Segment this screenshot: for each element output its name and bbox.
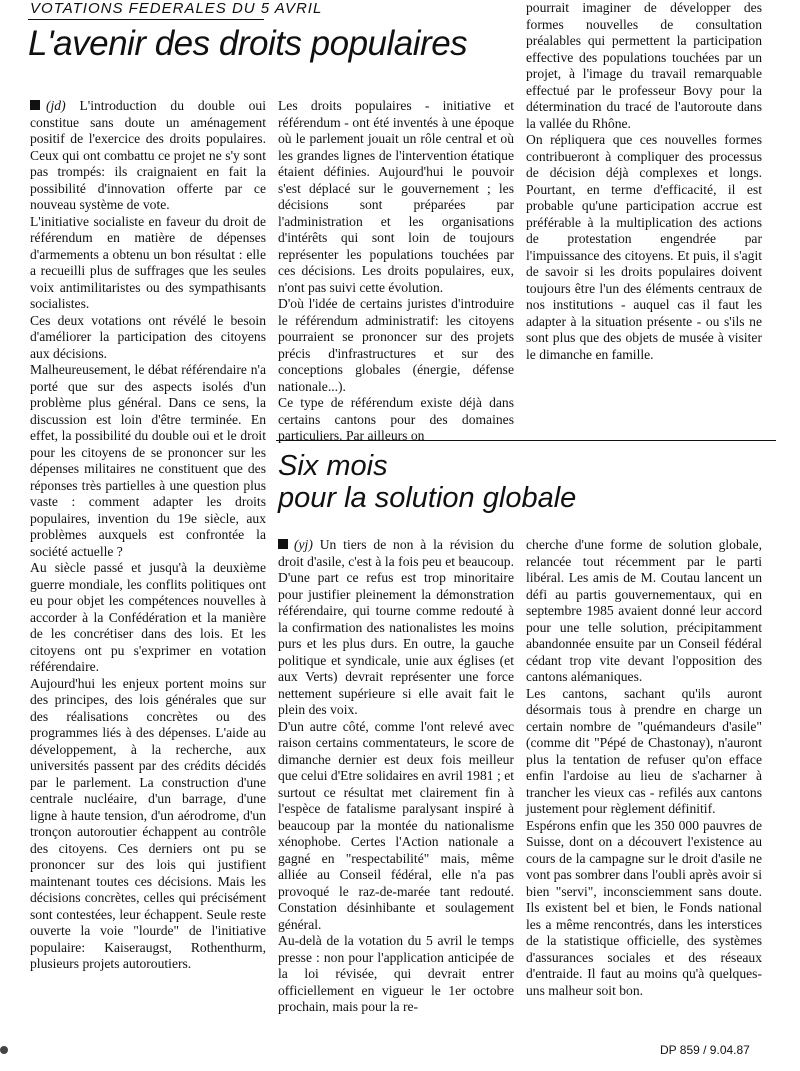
bullet-icon [30, 100, 40, 110]
article2-column-2 [526, 537, 762, 999]
paragraph: pourrait imaginer de développer des formes nouvelles de consultation préalables qui permettent la participation effective des populations touchées par un projet, à l'image du travail remarquable effectué par le professeur Bovy pour la détermination du tracé de l'autoroute dans la vallée du Rhône. [526, 0, 762, 131]
paragraph: Aujourd'hui les enjeux portent moins sur des principes, des lois générales que sur des réalisations concrètes ou des programmes liés à des dépenses. L'aide au développement, à la recherche, aux universités passent par des crédits décidés par le parlement. La construction d'une centrale nucléaire, d'un barrage, d'une ligne à haute tension, d'un aérodrome, d'un tronçon autoroutier échappent au contrôle des citoyens. Ces derniers ont pu se prononcer sur des lois qui justifient maintenant toutes ces décisions. Mais les décisions concrètes, celles qui précisément sont contestées, leur échappent. Seule reste ouverte la voie "lourde" de l'initiative populaire: Kaiseraugst, Rothenthurm, plusieurs projets autoroutiers. [30, 675, 266, 971]
paragraph: cherche d'une forme de solution globale, relancée tout récemment par le parti libéral. Les amis de M. Coutau lancent un défi au partis gouvernementaux, qui en septembre 1985 avaient donné leur accord pour une telle solution, précipitamment abandonnée ensuite par un Conseil fédéral cédant trop vite devant l'opposition des cantons alémaniques. [526, 537, 762, 684]
article1-title: L'avenir des droits populaires [28, 24, 468, 63]
article2-title-rule [276, 440, 776, 441]
article1-column-3 [526, 0, 762, 363]
paragraph: Malheureusement, le débat référendaire n'a porté que sur des aspects isolés d'un problème plus général. Dans ce sens, la discussion est loin d'être terminée. En effet, la possibilité du double oui et le droit pour les citoyens de se prononcer sur les dépenses militaires ne constituent que des réponses très partielles à une question plus vaste : comment adapter les droits populaires, invention du 19e siècle, aux problèmes auxquels est confrontée la société actuelle ? [30, 362, 266, 559]
paragraph: Ces deux votations ont révélé le besoin d'améliorer la participation des citoyens aux décisions. [30, 312, 266, 361]
article1-kicker: VOTATIONS FEDERALES DU 5 AVRIL [30, 0, 323, 17]
paragraph: Au-delà de la votation du 5 avril le temps presse : non pour l'application anticipée de la loi révisée, qui devrait entrer officiellement en vigueur le 1er octobre prochain, mais pour la re- [278, 933, 514, 1014]
paragraph: D'un autre côté, comme l'ont relevé avec raison certains commentateurs, le score de dimanche dernier est deux fois meilleur que celui d'Etre solidaires en avril 1981 ; et surtout ce résultat met clairement fin à l'espèce de fatalisme paralysant inspiré à beaucoup par la montée du nationalisme xénophobe. Certes l'Action nationale a gagné en "respectabilité" mais, même alliée au Conseil fédéral, elle n'a pas provoqué le raz-de-marée tant redouté. Constation désinhibante et soulagement général. [278, 718, 514, 932]
article1-column-2 [278, 98, 514, 445]
paragraph [30, 98, 266, 214]
paragraph: Espérons enfin que les 350 000 pauvres de Suisse, dont on a découvert l'existence au cours de la campagne sur le droit d'asile ne vont pas sombrer dans l'oubli après avoir si bien "servi", inconsciemment sans doute. Ils existent bel et bien, le Fonds national les a même rencontrés, dans les interstices de la statistique officielle, des systèmes d'assurances sociales et des réseaux d'entraide. Il faut au moins qu'à quelques-uns malheur soit bon. [526, 817, 762, 998]
paragraph: L'initiative socialiste en faveur du droit de référendum en matière de dépenses d'armements a obtenu un bon résultat : elle a recueilli plus de suffrages que les seules voix antimilitaristes ou des sympathisants socialistes. [30, 213, 266, 311]
paragraph: Au siècle passé et jusqu'à la deuxième guerre mondiale, les conflits politiques ont eu pour objet les compétences nouvelles à accorder à la Confédération et la manière de les concrétiser dans des lois. Et les citoyens ont pu s'exprimer en votation référendaire. [30, 560, 266, 674]
paragraph: Les cantons, sachant qu'ils auront désormais tous à prendre en charge un certain nombre de "quémandeurs d'asile" (comme dit "Pépé de Chastonay), n'auront plus la tentation de refuser qu'on efface enfin l'ardoise au lieu de s'acharner à trancher les vieux cas - refilés aux cantons justement pour règlement définitif. [526, 685, 762, 816]
article2-title [278, 450, 576, 514]
author-tag: (jd) [46, 98, 66, 113]
paragraph: Les droits populaires - initiative et référendum - ont été inventés à une époque où le parlement jouait un rôle central et où les grandes lignes de l'intervention étatique étaient définies. Aujourd'hui le pouvoir s'est déplacé sur le gouvernement ; les décisions sont préparées par l'administration et les organisations d'intérêts qui sont loin de toujours représenter les populations touchées par ces décisions. Les droits populaires, eux, n'ont pas suivi cette évolution. [278, 98, 514, 295]
paragraph-text: Un tiers de non à la révision du droit d'asile, c'est à la fois peu et beaucoup. D'une part ce refus est trop minoritaire pour justifier pleinement la démonstration référendaire, qui tourne comme redouté à la confirmation des nationalistes les moins purs et les plus durs. En outre, la gauche politique et syndicale, unie aux églises (et aux Verts) devrait représenter une force nettement supérieure si elle avait fait le plein des voix. [278, 537, 515, 717]
article2-title-line-1: Six mois [278, 450, 388, 482]
paragraph: D'où l'idée de certains juristes d'introduire le référendum administratif: les citoyens pourraient se prononcer sur des projets précis d'infrastructures et sur des conceptions globales (énergie, défense nationale...). [278, 296, 514, 394]
paragraph [278, 537, 514, 719]
article1-column-1 [30, 98, 266, 973]
kicker-rule [28, 19, 264, 20]
paragraph: On répliquera que ces nouvelles formes contribueront à compliquer des processus de décision déjà complexes et longs. Pourtant, en terme d'efficacité, il est probable qu'une participation accrue est préférable à la multiplication des actions de protestation engendrée par l'impuissance des citoyens. Et puis, il s'agit de savoir si les droits populaires doivent toujours être l'un des éléments centraux de nos institutions - auquel cas il faut les adapter à la situation présente - ou s'ils ne sont plus que des objets de musée à visiter le dimanche en famille. [526, 132, 762, 362]
paragraph: Ce type de référendum existe déjà dans certains cantons pour des domaines particuliers. Par ailleurs on [278, 395, 514, 443]
scan-edge-mark [0, 1046, 8, 1054]
page-footer: DP 859 / 9.04.87 [660, 1043, 750, 1057]
article2-title-line-2: pour la solution globale [278, 482, 577, 514]
author-tag: (yj) [294, 537, 313, 552]
article2-column-1 [278, 537, 514, 1016]
bullet-icon [278, 539, 288, 549]
paragraph-text: L'introduction du double oui constitue sans doute un aménagement positif de l'exercice des droits populaires. Ceux qui ont combattu ce projet ne s'y sont pas trompés: ils craignaient en fait la possibilité d'innovation offerte par ce nouveau système de vote. [30, 98, 266, 212]
